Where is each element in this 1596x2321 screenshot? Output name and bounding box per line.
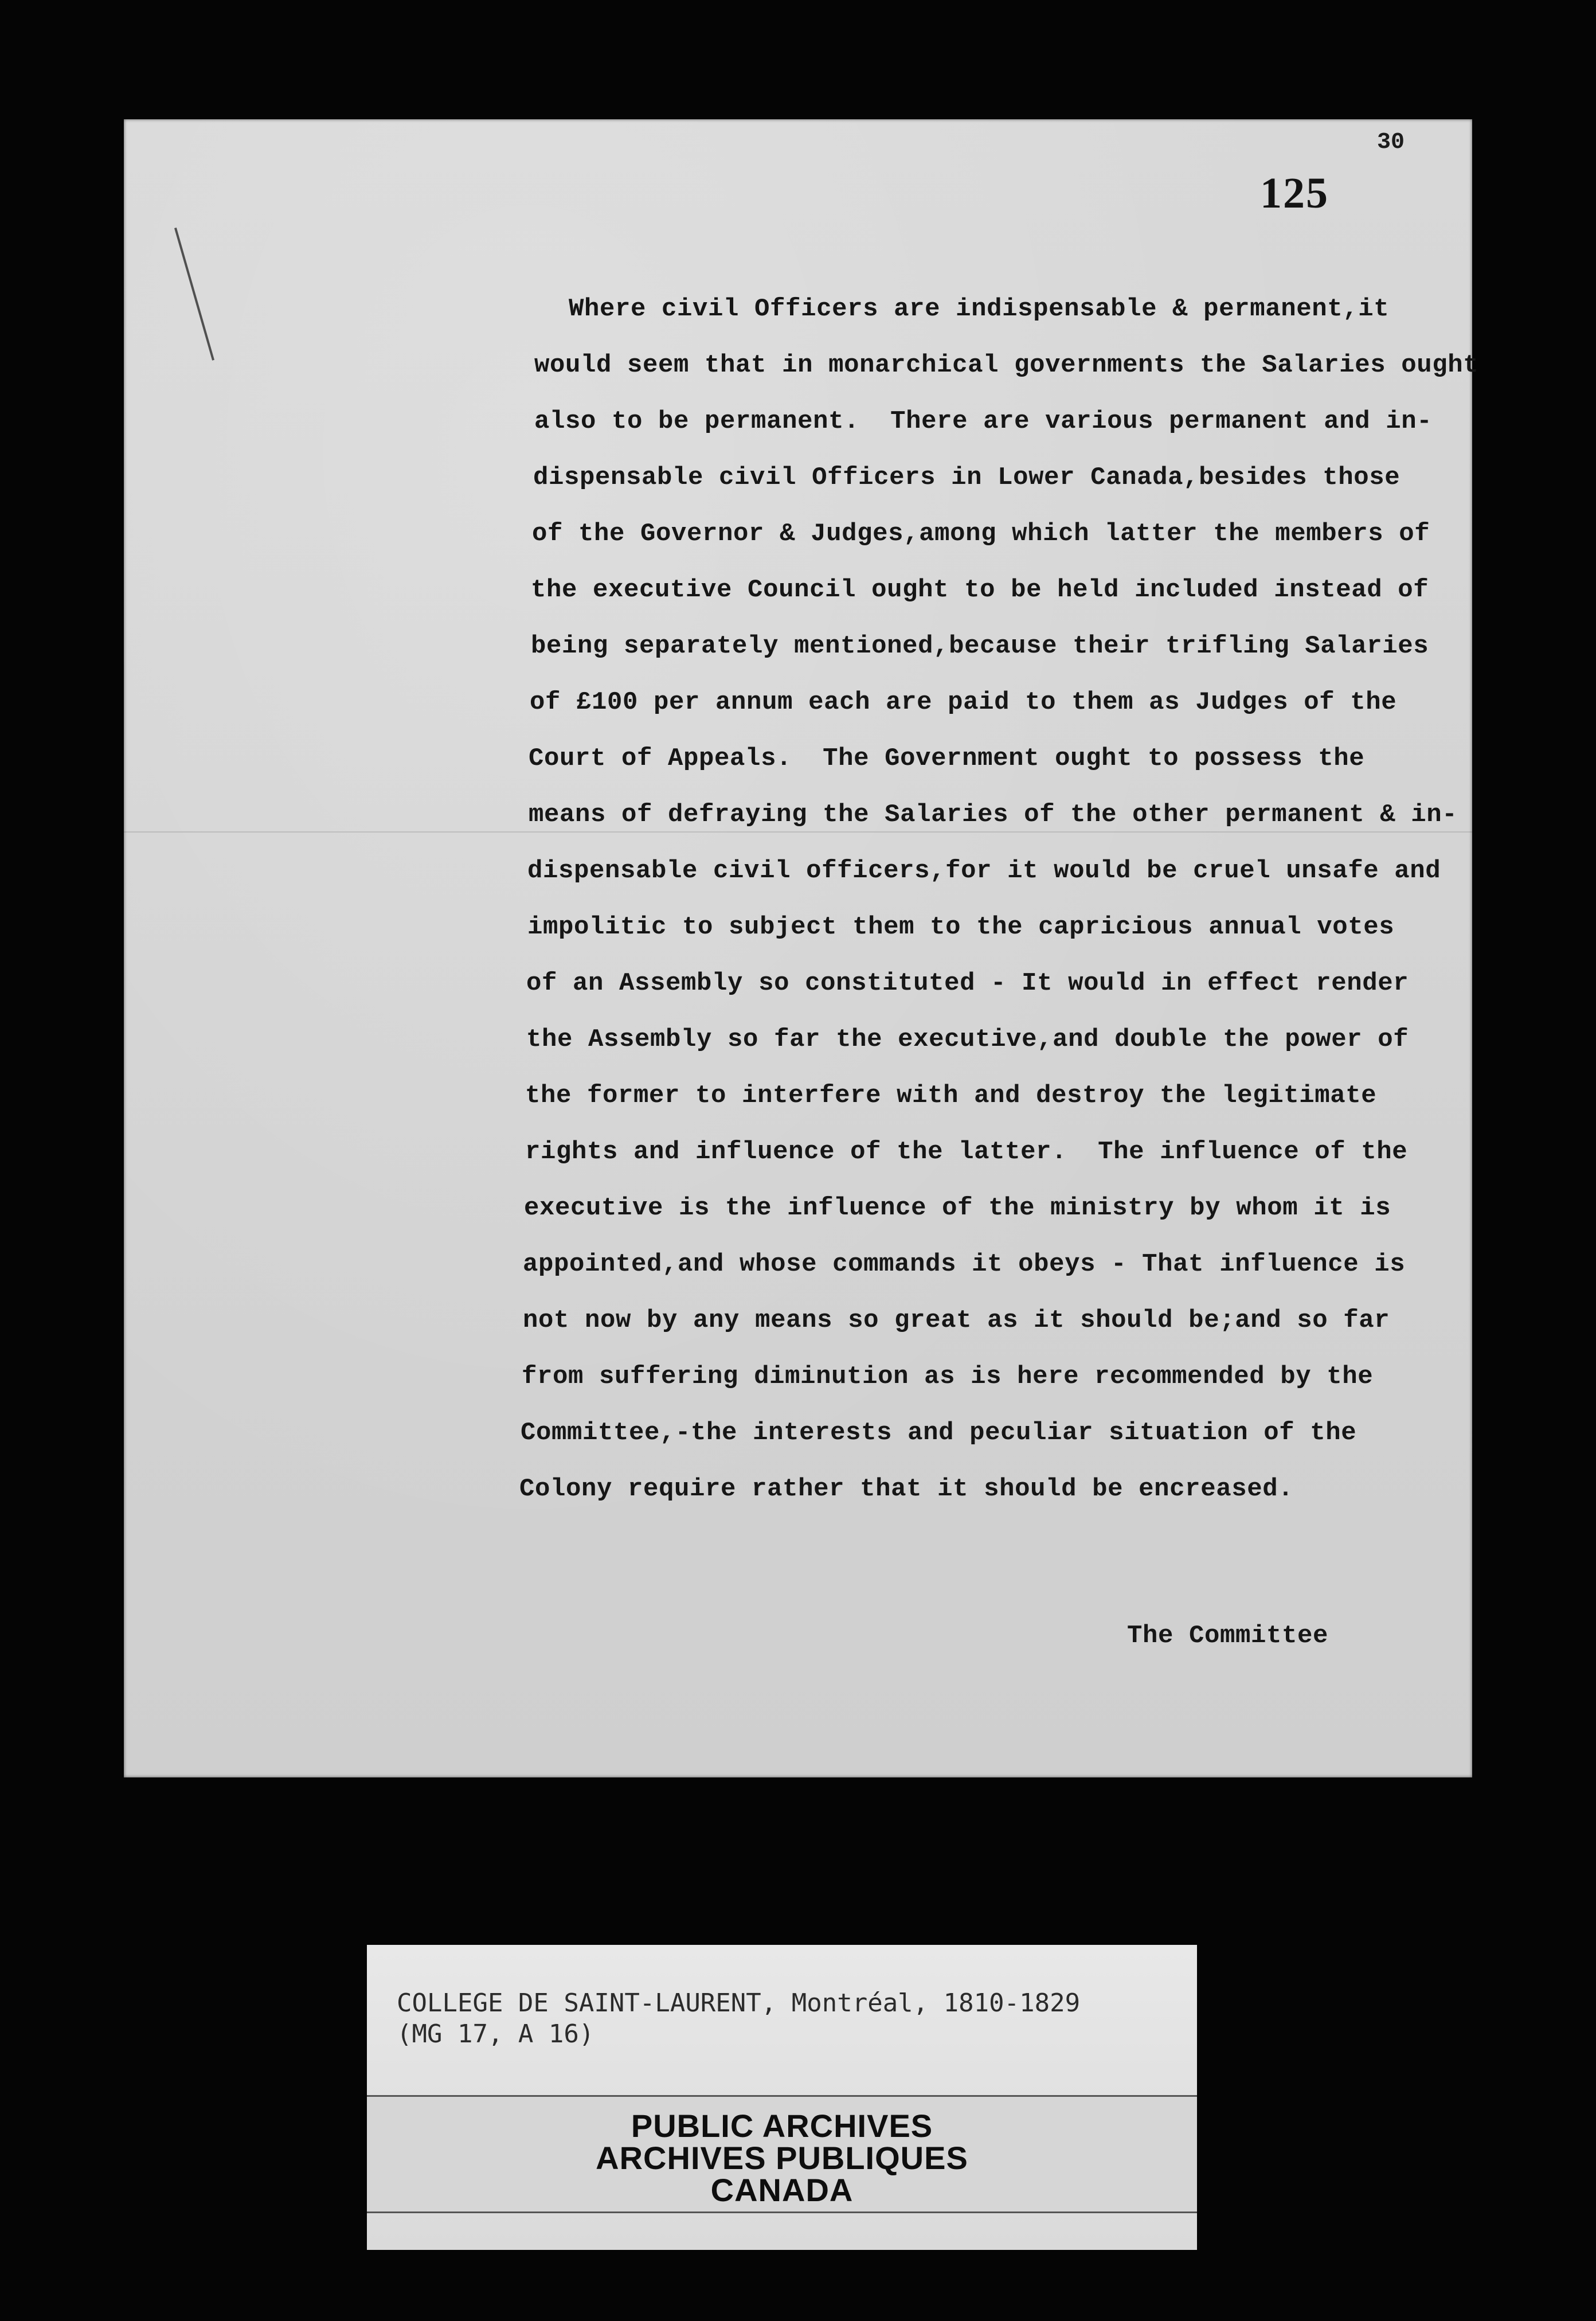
line-13-text: of an Assembly so constituted - It would in effect render (526, 969, 1409, 998)
text-line-9 (401, 730, 1456, 787)
text-line-8 (401, 674, 1456, 730)
stamp-line-english: PUBLIC ARCHIVES (631, 2108, 933, 2144)
line-4-text: dispensable civil Officers in Lower Canada,besides those (533, 463, 1401, 492)
line-7-text: being separately mentioned,because their trifling Salaries (531, 632, 1429, 661)
line-22-text: Colony require rather that it should be encreased. (519, 1475, 1294, 1503)
text-line-13 (401, 955, 1456, 1011)
text-line-7 (401, 618, 1456, 674)
collection-reference: (MG 17, A 16) (397, 2019, 594, 2049)
document-page (124, 119, 1479, 1777)
line-8-text: of £100 per annum each are paid to them as Judges of the (530, 688, 1397, 717)
line-3-text: also to be permanent. There are various permanent and in- (534, 407, 1433, 436)
archives-stamp (367, 2095, 1197, 2213)
pen-mark (174, 226, 219, 361)
line-19-text: not now by any means so great as it should be;and so far (523, 1306, 1390, 1335)
text-line-17 (401, 1180, 1456, 1236)
collection-title: COLLEGE DE SAINT-LAURENT, Montréal, 1810-1829 (397, 1988, 1081, 2018)
line-1-text: Where civil Officers are indispensable & permanent,it (569, 295, 1390, 323)
folio-number: 125 (1260, 169, 1329, 217)
line-21-text: Committee,-the interests and peculiar situation of the (521, 1419, 1357, 1447)
line-17-text: executive is the influence of the ministry by whom it is (524, 1194, 1391, 1222)
text-line-15 (401, 1068, 1456, 1124)
text-line-1 (401, 281, 1456, 337)
typed-body (401, 281, 1479, 1517)
stamp-line-french: ARCHIVES PUBLIQUES (596, 2140, 968, 2176)
text-line-22 (401, 1461, 1456, 1517)
line-18-text: appointed,and whose commands it obeys - That influence is (523, 1250, 1406, 1279)
line-9-text: Court of Appeals. The Government ought to possess the (529, 744, 1365, 773)
line-20-text: from suffering diminution as is here recommended by the (522, 1362, 1374, 1391)
line-14-text: the Assembly so far the executive,and double the power of (526, 1025, 1409, 1054)
line-6-text: the executive Council ought to be held included instead of (531, 576, 1429, 604)
text-line-5 (401, 506, 1456, 562)
text-line-11 (401, 843, 1456, 899)
text-line-19 (401, 1292, 1456, 1349)
line-16-text: rights and influence of the latter. The influence of the (525, 1138, 1408, 1166)
folio-number-small: 30 (1376, 130, 1405, 155)
line-11-text: dispensable civil officers,for it would be cruel unsafe and (527, 857, 1441, 885)
text-line-18 (401, 1236, 1456, 1292)
text-line-10 (401, 787, 1456, 843)
text-line-20 (401, 1349, 1456, 1405)
text-line-12 (401, 899, 1456, 955)
text-line-4 (401, 450, 1456, 506)
text-line-21 (401, 1405, 1456, 1461)
text-line-6 (401, 562, 1456, 618)
line-10-text: means of defraying the Salaries of the other permanent & in- (529, 800, 1458, 829)
stamp-line-country: CANADA (710, 2172, 854, 2208)
line-5-text: of the Governor & Judges,among which latter the members of (532, 519, 1430, 548)
line-12-text: impolitic to subject them to the capricious annual votes (527, 913, 1395, 941)
text-line-16 (401, 1124, 1456, 1180)
signoff: The Committee (1127, 1621, 1329, 1650)
line-2-text: would seem that in monarchical governments the Salaries ought (534, 351, 1479, 380)
text-line-14 (401, 1011, 1456, 1068)
line-15-text: the former to interfere with and destroy the legitimate (525, 1081, 1377, 1110)
archive-label-card (367, 1945, 1197, 2250)
text-line-3 (401, 393, 1456, 450)
text-line-2 (401, 337, 1479, 393)
